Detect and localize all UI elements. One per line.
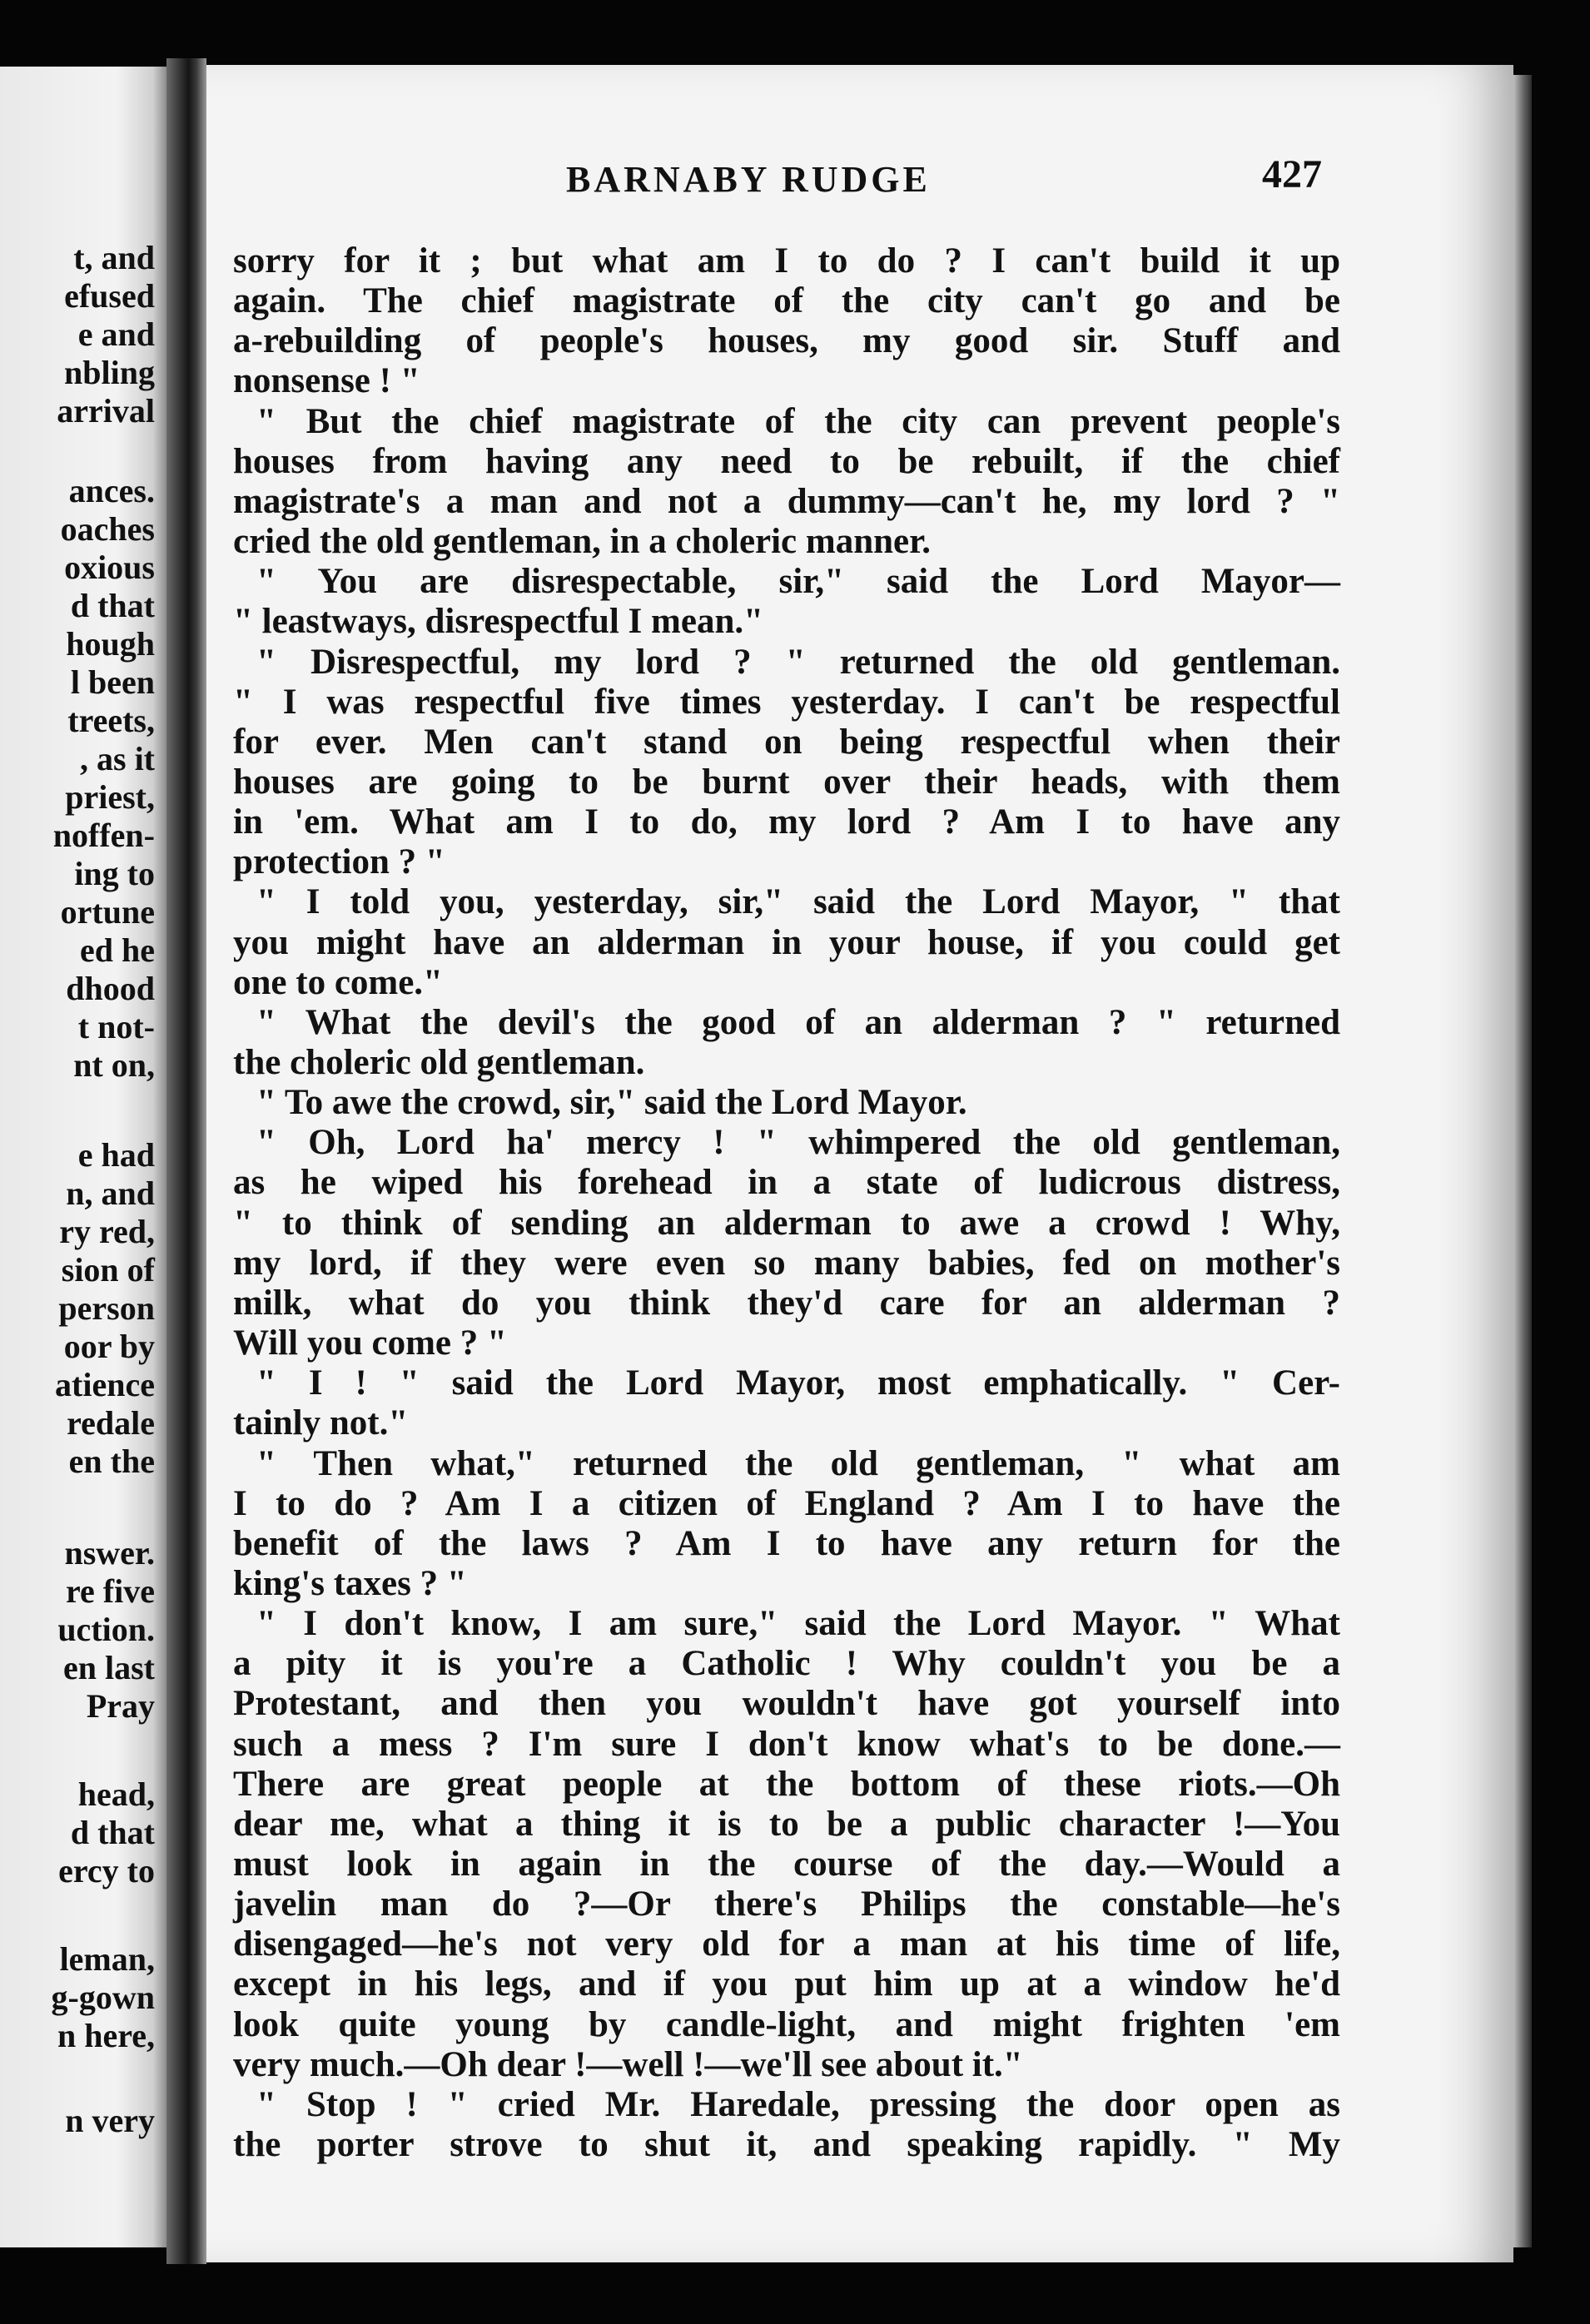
text-line: " leastways, disrespectful I mean.": [233, 602, 763, 642]
text-line: for ever. Men can't stand on being respectful when their: [233, 722, 1340, 762]
facing-page-line: leman,: [59, 1940, 155, 1978]
text-line: Protestant, and then you wouldn't have got yourself into: [233, 1684, 1340, 1724]
facing-page-line: nbling: [64, 354, 155, 391]
facing-page-line: d that: [70, 1814, 155, 1851]
text-line: except in his legs, and if you put him up at a window he'd: [233, 1964, 1340, 2004]
facing-page-line: t not-: [77, 1008, 155, 1045]
facing-page-line: nt on,: [73, 1046, 155, 1084]
facing-page-line: en the: [68, 1443, 155, 1480]
facing-page-line: hough: [66, 625, 155, 663]
page-number: 427: [1262, 152, 1322, 196]
facing-page-line: priest,: [65, 778, 155, 816]
text-line: tainly not.": [233, 1403, 409, 1443]
facing-page-left: [0, 67, 166, 2247]
facing-page-line: ry red,: [59, 1213, 155, 1250]
text-line: dear me, what a thing it is to be a public character !—You: [233, 1804, 1340, 1844]
facing-page-line: oaches: [60, 510, 155, 548]
text-line: magistrate's a man and not a dummy—can't he, my lord ? ": [233, 481, 1340, 521]
text-line: nonsense ! ": [233, 361, 420, 401]
facing-page-line: d that: [70, 587, 155, 624]
facing-page-line: l been: [70, 663, 155, 701]
running-head: BARNABY RUDGE: [566, 159, 931, 200]
text-line: very much.—Oh dear !—well !—we'll see about it.": [233, 2044, 1023, 2084]
text-line: " I was respectful five times yesterday. I can't be respectful: [233, 682, 1340, 722]
text-line: in 'em. What am I to do, my lord ? Am I to have any: [233, 802, 1340, 842]
text-line: " to think of sending an alderman to awe a crowd ! Why,: [233, 1203, 1340, 1243]
facing-page-line: g-gown: [51, 1979, 155, 2016]
text-line: you might have an alderman in your house, if you could get: [233, 922, 1340, 962]
facing-page-line: oor by: [63, 1328, 155, 1365]
facing-page-line: redale: [67, 1404, 155, 1442]
text-line: milk, what do you think they'd care for an alderman ?: [233, 1283, 1340, 1323]
text-line: disengaged—he's not very old for a man at his time of life,: [233, 1924, 1340, 1964]
facing-page-line: ing to: [74, 855, 155, 892]
facing-page-line: person: [58, 1289, 155, 1327]
text-line: one to come.": [233, 962, 443, 1002]
text-line: " But the chief magistrate of the city can prevent people's: [256, 401, 1340, 441]
text-line: I to do ? Am I a citizen of England ? Am I to have the: [233, 1483, 1340, 1523]
text-line: " What the devil's the good of an alderman ? " returned: [256, 1002, 1340, 1042]
facing-page-line: efused: [64, 277, 155, 315]
facing-page-line: n, and: [66, 1174, 155, 1212]
text-line: must look in again in the course of the day.—Would a: [233, 1845, 1340, 1884]
facing-page-line: Pray: [86, 1687, 155, 1725]
facing-page-line: n here,: [57, 2017, 155, 2054]
text-line: sorry for it ; but what am I to do ? I can't build it up: [233, 241, 1340, 281]
text-line: again. The chief magistrate of the city can't go and be: [233, 281, 1340, 321]
facing-page-line: ances.: [68, 472, 155, 509]
text-line: " I don't know, I am sure," said the Lord Mayor. " What: [256, 1604, 1340, 1644]
text-line: cried the old gentleman, in a choleric manner.: [233, 522, 932, 562]
text-line: look quite young by candle-light, and might frighten 'em: [233, 2004, 1340, 2044]
facing-page-line: uction.: [57, 1611, 155, 1648]
text-line: " I ! " said the Lord Mayor, most emphatically. " Cer-: [256, 1363, 1340, 1403]
text-line: " Stop ! " cried Mr. Haredale, pressing the door open as: [256, 2084, 1340, 2124]
facing-page-line: atience: [55, 1366, 155, 1403]
text-line: my lord, if they were even so many babies, fed on mother's: [233, 1243, 1340, 1283]
facing-page-line: sion of: [61, 1251, 155, 1289]
facing-page-line: arrival: [57, 392, 155, 430]
text-line: houses are going to be burnt over their heads, with them: [233, 762, 1340, 802]
text-line: " To awe the crowd, sir," said the Lord Mayor.: [256, 1083, 967, 1123]
facing-page-line: noffen-: [52, 817, 155, 854]
facing-page-line: en last: [63, 1649, 155, 1686]
text-line: the porter strove to shut it, and speaking rapidly. " My: [233, 2125, 1340, 2165]
text-line: a pity it is you're a Catholic ! Why couldn't you be a: [233, 1644, 1340, 1684]
text-line: king's taxes ? ": [233, 1563, 467, 1603]
page-edge-shadow: [1513, 75, 1532, 2247]
facing-page-line: treets,: [67, 702, 155, 739]
facing-page-line: dhood: [66, 970, 155, 1007]
text-line: as he wiped his forehead in a state of ludicrous distress,: [233, 1163, 1340, 1203]
facing-page-line: head,: [77, 1775, 155, 1813]
text-line: There are great people at the bottom of these riots.—Oh: [233, 1764, 1340, 1804]
text-line: houses from having any need to be rebuilt, if the chief: [233, 441, 1340, 481]
facing-page-line: re five: [66, 1572, 155, 1610]
text-line: javelin man do ?—Or there's Philips the constable—he's: [233, 1885, 1340, 1924]
facing-page-line: nswer.: [64, 1534, 155, 1572]
facing-page-line: n very: [65, 2102, 155, 2139]
facing-page-line: e and: [77, 315, 155, 353]
facing-page-line: t, and: [73, 239, 155, 276]
facing-page-line: ed he: [80, 931, 155, 969]
text-line: " Oh, Lord ha' mercy ! " whimpered the old gentleman,: [256, 1123, 1340, 1163]
facing-page-line: ortune: [60, 893, 155, 931]
facing-page-line: ercy to: [58, 1852, 155, 1889]
text-line: a-rebuilding of people's houses, my good sir. Stuff and: [233, 321, 1340, 361]
facing-page-line: oxious: [64, 549, 155, 586]
text-line: " You are disrespectable, sir," said the Lord Mayor—: [256, 562, 1340, 602]
text-line: " I told you, yesterday, sir," said the Lord Mayor, " that: [256, 882, 1340, 922]
text-line: such a mess ? I'm sure I don't know what's to be done.—: [233, 1724, 1340, 1764]
text-line: protection ? ": [233, 842, 445, 882]
text-line: Will you come ? ": [233, 1323, 507, 1363]
facing-page-line: e had: [77, 1136, 155, 1174]
text-line: " Then what," returned the old gentleman, " what am: [256, 1443, 1340, 1483]
text-line: " Disrespectful, my lord ? " returned the old gentleman.: [256, 642, 1340, 682]
text-line: the choleric old gentleman.: [233, 1043, 645, 1082]
facing-page-line: , as it: [80, 740, 155, 777]
text-line: benefit of the laws ? Am I to have any return for the: [233, 1523, 1340, 1563]
book-gutter: [166, 58, 206, 2264]
